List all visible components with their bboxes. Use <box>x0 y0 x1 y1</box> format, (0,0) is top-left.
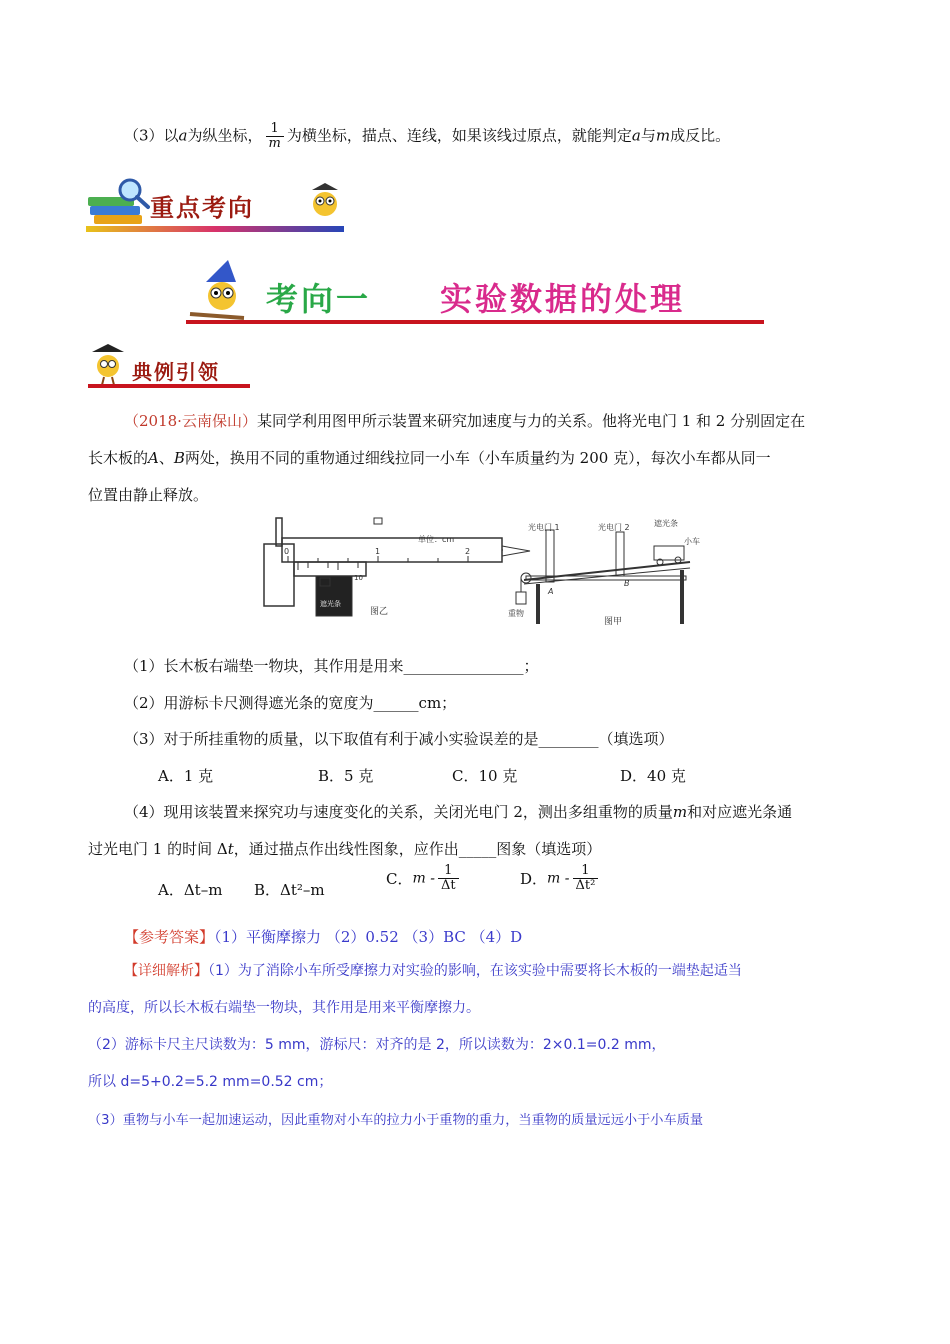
problem-stem-line-1: （2018·云南保山）某同学利用图甲所示装置来研究加速度与力的关系。他将光电门 1 和 2 分别固定在 <box>124 412 806 430</box>
strip-label: 遮光条 <box>654 519 678 528</box>
analysis-line-5: （3）重物与小车一起加速运动，因此重物对小车的拉力小于重物的重力，当重物的质量远远小于小车质量 <box>88 1113 704 1128</box>
problem-stem-line-3: 位置由静止释放。 <box>88 486 209 504</box>
analysis-line-1: 【详细解析】（1）为了消除小车所受摩擦力对实验的影响，在该实验中需要将长木板的一端垫起适当 <box>124 963 742 979</box>
answer-text: （1）平衡摩擦力 （2）0.52 （3）BC （4）D <box>214 928 523 946</box>
question-4-line-1: （4）现用该装置来探究功与速度变化的关系，关闭光电门 2，测出多组重物的质量m和对应遮光条通 <box>124 803 793 821</box>
q3-option-c: C．10 克 <box>452 767 518 785</box>
wizard-mascot-icon <box>186 258 258 324</box>
caliper-and-track-diagram <box>258 512 698 630</box>
direction-underline <box>186 320 764 324</box>
caliper-unit: 单位：cm <box>418 535 455 544</box>
point-B-label: B <box>624 579 630 588</box>
q4-option-c: C．m - $\frac{1}{\Delta t}$ <box>386 864 462 893</box>
q4-option-d: D．m - $\frac{1}{\text{Δt²}}$ <box>520 864 601 893</box>
weight-label: 重物 <box>508 609 524 618</box>
question-3: （3）对于所挂重物的质量，以下取值有利于减小实验误差的是________（填选项） <box>124 730 674 748</box>
key-direction-banner <box>86 174 346 236</box>
example-title: 典例引领 <box>132 360 220 384</box>
caliper-vernier-10: 10 <box>354 574 363 582</box>
track-caption: 图甲 <box>604 617 623 627</box>
experiment-figure <box>258 512 698 630</box>
problem-source: （2018·云南保山） <box>124 412 257 430</box>
banner-underline <box>86 226 344 232</box>
example-banner <box>88 342 252 390</box>
key-direction-title: 重点考向 <box>150 194 254 222</box>
caliper-scale-1: 1 <box>375 547 381 556</box>
caliper-shade-label: 遮光条 <box>320 600 341 608</box>
direction-one-banner <box>186 258 766 328</box>
q3-option-d: D．40 克 <box>620 767 686 785</box>
reference-answer <box>124 926 522 947</box>
graduate-mascot-icon <box>88 342 128 386</box>
question-2: （2）用游标卡尺测得遮光条的宽度为______cm； <box>124 694 457 712</box>
owl-mascot-icon <box>308 182 342 222</box>
q3-option-a: A．1 克 <box>158 767 214 785</box>
caliper-scale-2: 2 <box>465 547 471 556</box>
q4-option-b: B．Δt²–m <box>254 881 325 899</box>
fraction-1-over-m: $\frac{1}{m}$ <box>266 122 284 151</box>
q3-option-b: B．5 克 <box>318 767 374 785</box>
analysis-line-2: 的高度，所以长木板右端垫一物块，其作用是用来平衡摩擦力。 <box>88 1000 480 1016</box>
analysis-tag: 【详细解析】 <box>124 963 208 979</box>
caliper-caption: 图乙 <box>370 607 389 617</box>
intro-item-3: （3）以a为纵坐标， $\frac{1}{m}$ 为横坐标，描点、连线，如果该线过原点，就能判定a与m成反比。 <box>124 121 731 151</box>
question-1: （1）长木板右端垫一物块，其作用是用来________________； <box>124 657 539 675</box>
gate2-label: 光电门 2 <box>598 523 630 532</box>
point-A-label: A <box>548 587 554 596</box>
gate1-label: 光电门 1 <box>528 523 560 532</box>
books-magnifier-icon <box>86 176 156 232</box>
cart-label: 小车 <box>684 537 700 546</box>
caliper-scale-0: 0 <box>284 547 290 556</box>
answer-tag: 【参考答案】 <box>124 928 215 946</box>
direction-one-title: 实验数据的处理 <box>440 280 686 318</box>
direction-one-label: 考向一 <box>266 280 372 318</box>
question-4-line-2: 过光电门 1 的时间 Δt，通过描点作出线性图象，应作出_____图象（填选项） <box>88 840 602 858</box>
example-underline <box>88 384 250 388</box>
problem-stem-line-2: 长木板的A、B两处，换用不同的重物通过细线拉同一小车（小车质量约为 200 克），每次小车都从同一 <box>88 449 771 467</box>
analysis-line-4: 所以 d=5+0.2=5.2 mm=0.52 cm； <box>88 1074 333 1090</box>
analysis-line-3: （2）游标卡尺主尺读数为：5 mm，游标尺：对齐的是 2，所以读数为：2×0.1=0.2 mm， <box>88 1037 666 1053</box>
q4-option-a: A．Δt–m <box>158 881 223 899</box>
